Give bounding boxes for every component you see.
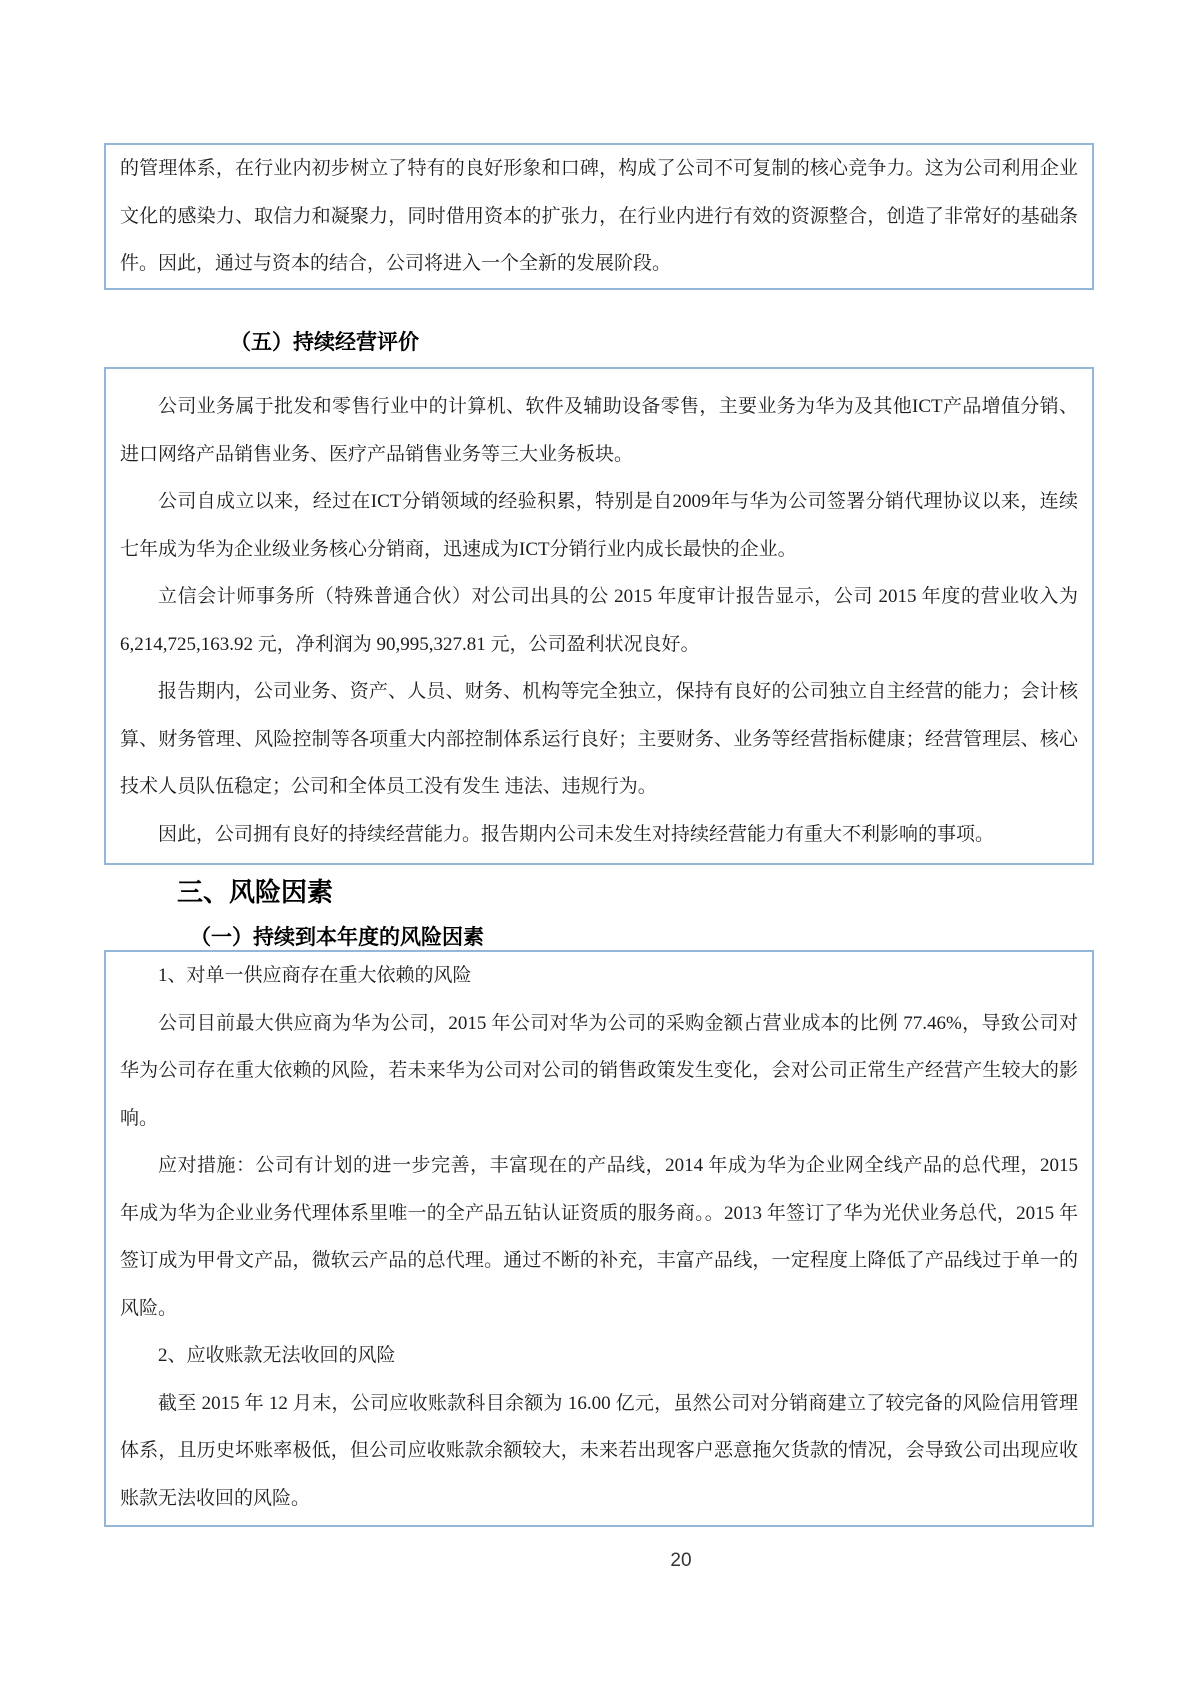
going-concern-heading: （五）持续经营评价: [230, 330, 419, 354]
continuation-paragraph: 的管理体系，在行业内初步树立了特有的良好形象和口碑，构成了公司不可复制的核心竞争力。这为公司利用企业文化的感染力、取信力和凝聚力，同时借用资本的扩张力，在行业内进行有效的资源整合，创造了非常好的基础条件。因此，通过与资本的结合，公司将进入一个全新的发展阶段。: [120, 158, 1078, 274]
risk-item-2-title: 2、应收账款无法收回的风险: [158, 1345, 396, 1366]
risk-item-1-measures: 应对措施：公司有计划的进一步完善，丰富现在的产品线，2014 年成为华为企业网全线产品的总代理，2015 年成为华为企业业务代理体系里唯一的全产品五钻认证资质的服务商。。2013 年签订了华为光伏业务总代，2015 年签订成为甲骨文产品，微软云产品的总代理。通过不断的补充，丰富产品线，一定程度上降低了产品线过于单一的风险。: [120, 1155, 1078, 1319]
going-concern-paragraph-4: 报告期内，公司业务、资产、人员、财务、机构等完全独立，保持有良好的公司独立自主经营的能力；会计核算、财务管理、风险控制等各项重大内部控制体系运行良好；主要财务、业务等经营指标健康；经营管理层、核心技术人员队伍稳定；公司和全体员工没有发生 违法、违规行为。: [120, 681, 1078, 797]
going-concern-paragraph-1: 公司业务属于批发和零售行业中的计算机、软件及辅助设备零售，主要业务为华为及其他ICT产品增值分销、进口网络产品销售业务、医疗产品销售业务等三大业务板块。: [120, 396, 1078, 465]
going-concern-text-box: [104, 367, 1094, 865]
risk-item-1-description: 公司目前最大供应商为华为公司，2015 年公司对华为公司的采购金额占营业成本的比例 77.46%，导致公司对华为公司存在重大依赖的风险，若未来华为公司对公司的销售政策发生变化，会对公司正常生产经营产生较大的影响。: [120, 1012, 1078, 1129]
risk-factors-subheading: （一）持续到本年度的风险因素: [190, 926, 484, 949]
going-concern-paragraph-3: 立信会计师事务所（特殊普通合伙）对公司出具的公 2015 年度审计报告显示，公司 2015 年度的营业收入为 6,214,725,163.92 元，净利润为 90,995,327.81 元，公司盈利状况良好。: [120, 586, 1078, 655]
page-number: 20: [670, 1550, 692, 1571]
risk-item-2-description: 截至 2015 年 12 月末，公司应收账款科目余额为 16.00 亿元，虽然公司对分销商建立了较完备的风险信用管理体系，且历史坏账率极低，但公司应收账款余额较大，未来若出现客户恶意拖欠货款的情况，会导致公司出现应收账款无法收回的风险。: [120, 1392, 1078, 1509]
risk-factors-heading: 三、风险因素: [177, 877, 334, 907]
continuation-text-box: [104, 143, 1094, 290]
risk-item-1-title: 1、对单一供应商存在重大依赖的风险: [158, 965, 472, 986]
going-concern-paragraph-2: 公司自成立以来，经过在ICT分销领域的经验积累，特别是自2009年与华为公司签署分销代理协议以来，连续七年成为华为企业级业务核心分销商，迅速成为ICT分销行业内成长最快的企业。: [120, 491, 1078, 560]
risk-factors-text-box: [104, 950, 1094, 1527]
going-concern-paragraph-5: 因此，公司拥有良好的持续经营能力。报告期内公司未发生对持续经营能力有重大不利影响的事项。: [158, 823, 995, 845]
